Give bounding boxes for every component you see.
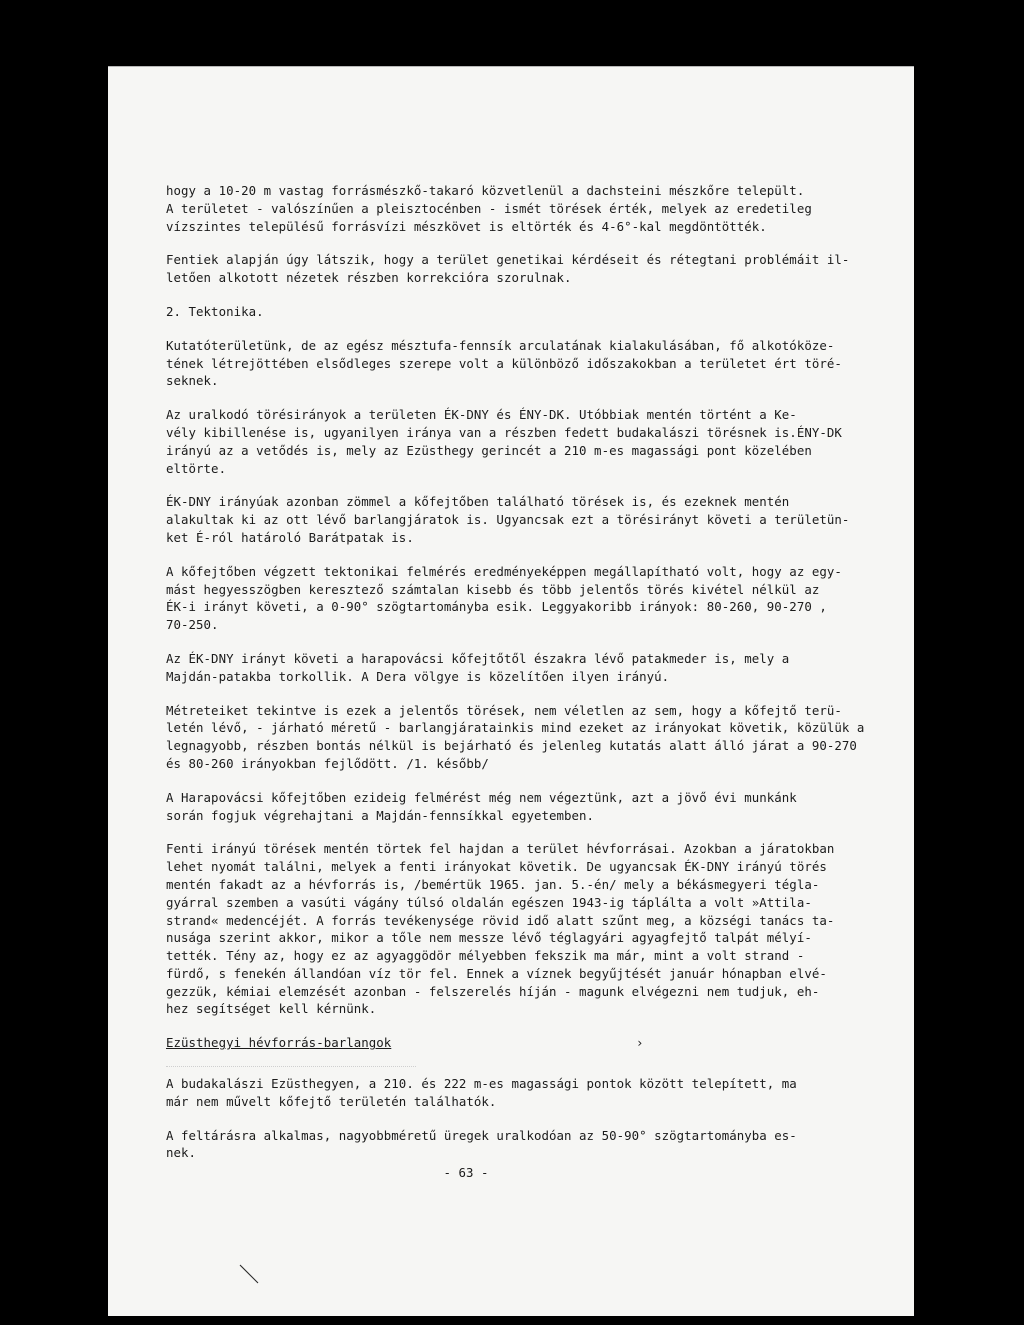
text-line: és 80-260 irányokban fejlődött. /1. később/ — [166, 755, 489, 771]
text-line: 70-250. — [166, 617, 219, 633]
subsection-heading — [166, 1034, 874, 1052]
text-line: tették. Tény az, hogy ez az agyaggödör mélyebben fekszik ma már, mint a volt strand - — [166, 948, 805, 964]
text-line: A területet - valószínűen a pleisztocénben - ismét törések érték, melyek az eredetileg — [166, 200, 812, 216]
text-line: seknek. — [166, 373, 219, 389]
paragraph-8 — [166, 702, 874, 773]
text-line: hez segítséget kell kérnünk. — [166, 1001, 377, 1017]
paragraph-1 — [166, 182, 874, 235]
text-line: irányú az a vetődés is, mely az Ezüsthegy gerincét a 210 m-es magassági pont közelében — [166, 442, 812, 458]
scanned-page — [108, 66, 914, 1316]
text-line: Fenti irányú törések mentén törtek fel hajdan a terület hévforrásai. Azokban a járatokban — [166, 841, 835, 857]
text-line: Az ÉK-DNY irányt követi a harapovácsi kőfejtőtől északra lévő patakmeder is, mely a — [166, 650, 790, 666]
page-number: - 63 - — [443, 1165, 489, 1181]
paragraph-7 — [166, 650, 874, 686]
text-line: fürdő, s fenekén állandóan víz tör fel. Ennek a víznek begyűjtését január hónapban elvé- — [166, 965, 827, 981]
text-line: mást hegyesszögben keresztező számtalan kisebb és több jelentős törés kivétel nélkül az — [166, 581, 820, 597]
text-line: Métreteiket tekintve is ezek a jelentős törések, nem véletlen az sem, hogy a kőfejtő terü- — [166, 702, 842, 718]
text-line: lehet nyomát találni, melyek a fenti irányokat követik. De ugyancsak ÉK-DNY irányú törés — [166, 859, 827, 875]
page-content — [166, 182, 874, 1182]
text-line: gezzük, kémiai elemzését azonban - felszerelés híján - magunk elvégezni nem tudjuk, eh- — [166, 983, 820, 999]
paragraph-5 — [166, 493, 874, 546]
pen-stroke-icon — [238, 1264, 260, 1284]
paragraph-12 — [166, 1127, 874, 1163]
section-heading-tektonika: 2. Tektonika. — [166, 303, 264, 319]
text-line: nek. — [166, 1145, 197, 1161]
text-line: A kőfejtőben végzett tektonikai felmérés eredményeképpen megállapítható volt, hogy az egy- — [166, 563, 842, 579]
paragraph-9 — [166, 789, 874, 825]
paragraph-10 — [166, 840, 874, 1018]
text-line: A budakalászi Ezüsthegyen, a 210. és 222 m-es magassági pontok között telepített, ma — [166, 1076, 797, 1092]
text-line: A Harapovácsi kőfejtőben ezideig felmérést még nem végeztünk, azt a jövő évi munkánk — [166, 789, 797, 805]
text-line: ÉK-i irányt követi, a 0-90° szögtartományba esik. Leggyakoribb irányok: 80-260, 90-270 , — [166, 599, 827, 615]
margin-mark: › — [636, 1035, 644, 1051]
text-line: nusága szerint akkor, mikor a tőle nem messze lévő téglagyári agyagfejtő talpát mélyí- — [166, 930, 812, 946]
page-top-edge — [108, 66, 914, 67]
text-line: hogy a 10-20 m vastag forrásmészkő-takaró közvetlenül a dachsteini mészkőre települt. — [166, 183, 805, 198]
text-line: Fentiek alapján úgy látszik, hogy a terület genetikai kérdéseit és rétegtani problémáit il- — [166, 252, 850, 268]
text-line: letően alkotott nézetek részben korrekcióra szorulnak. — [166, 270, 572, 286]
paragraph-11 — [166, 1075, 874, 1111]
text-line: legnagyobb, részben bontás nélkül is bejárható és jelenleg kutatás alatt álló járat a 90-270 — [166, 738, 857, 754]
text-line: mentén fakadt az a hévforrás is, /bemértük 1965. jan. 5.-én/ mely a békásmegyeri tégla- — [166, 876, 820, 892]
text-line: ket É-ról határoló Barátpatak is. — [166, 529, 414, 545]
subsection-title: Ezüsthegyi hévforrás-barlangok — [166, 1035, 392, 1051]
text-line: strand« medencéjét. A forrás tevékenysége rövid idő alatt szűnt meg, a községi tanács ta- — [166, 912, 835, 928]
text-line: már nem művelt kőfejtő területén találhatók. — [166, 1093, 497, 1109]
text-line: Kutatóterületünk, de az egész mésztufa-fennsík arculatának kialakulásában, fő alkotóköze- — [166, 337, 835, 353]
text-line: alakultak ki az ott lévő barlangjáratok is. Ugyancsak ezt a törésirányt követi a területün- — [166, 512, 850, 528]
text-line: letén lévő, - járható méretű - barlangjáratainkis mind ezeket az irányokat követik, közülük a — [166, 720, 865, 736]
text-line: tének létrejöttében elsődleges szerepe volt a különböző időszakokban a területet ért töré- — [166, 355, 842, 371]
text-line: vízszintes településű forrásvízi mészkövet is eltörték és 4-6°-kal megdöntötték. — [166, 218, 767, 234]
text-line: eltörte. — [166, 460, 227, 476]
paragraph-4 — [166, 406, 874, 477]
text-line: gyárral szemben a vasúti vágány túlsó oldalán egészen 1943-ig táplálta a volt »Attila- — [166, 894, 812, 910]
text-line: vély kibillenése is, ugyanilyen iránya van a részben fedett budakalászi törésnek is.ÉNY-DK — [166, 424, 842, 440]
text-line: Az uralkodó törésirányok a területen ÉK-DNY és ÉNY-DK. Utóbbiak mentén történt a Ke- — [166, 407, 797, 423]
paragraph-6 — [166, 563, 874, 634]
text-line: A feltárásra alkalmas, nagyobbméretű üregek uralkodóan az 50-90° szögtartományba es- — [166, 1127, 797, 1143]
text-line: Majdán-patakba torkollik. A Dera völgye is közelítően ilyen irányú. — [166, 668, 670, 684]
paragraph-2 — [166, 251, 874, 287]
text-line: során fogjuk végrehajtani a Majdán-fennsíkkal egyetemben. — [166, 807, 595, 823]
text-line: ÉK-DNY irányúak azonban zömmel a kőfejtőben található törések is, és ezeknek mentén — [166, 494, 790, 510]
paragraph-3 — [166, 337, 874, 390]
dotted-rule — [166, 1052, 416, 1067]
